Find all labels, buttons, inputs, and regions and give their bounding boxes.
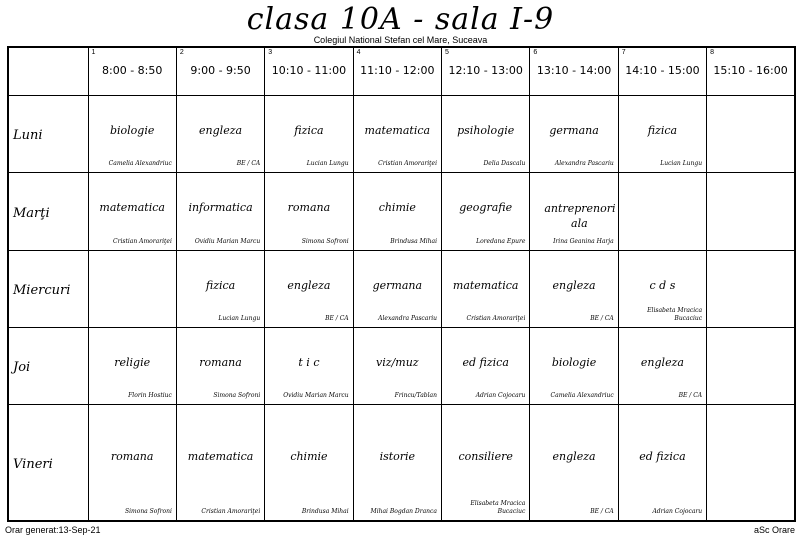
- teacher-name: Florin Hostiuc: [128, 392, 172, 400]
- teacher-name: Cristian Amorariţei: [378, 160, 437, 168]
- subject-name: geografie: [459, 200, 513, 214]
- lesson-cell: [618, 328, 706, 405]
- subject-name: chimie: [290, 449, 328, 463]
- subject-name: istorie: [379, 449, 416, 463]
- subject-name: fizica: [205, 278, 236, 292]
- teacher-name: BE / CA: [236, 160, 261, 168]
- lesson-cell: [176, 250, 264, 327]
- lesson-cell: [88, 405, 176, 521]
- teacher-name: Alexandra Pascariu: [554, 160, 614, 168]
- timetable: [7, 46, 796, 522]
- subject-name: matematica: [364, 123, 431, 137]
- teacher-name: Elisabeta Mracica Bucaciuc: [470, 500, 526, 515]
- lesson-cell: [88, 96, 176, 173]
- lesson-cell: [265, 96, 353, 173]
- teacher-name: BE / CA: [590, 315, 614, 323]
- day-name: Vineri: [13, 456, 53, 472]
- lesson-cell: [88, 328, 176, 405]
- subject-name: ed fizica: [462, 355, 509, 369]
- teacher-name: Elisabeta Mracica Bucaciuc: [647, 307, 703, 323]
- period-number: 5: [445, 49, 449, 56]
- teacher-name: BE / CA: [325, 315, 349, 323]
- day-label-cell: [8, 328, 88, 405]
- subject-name: engleza: [287, 278, 331, 292]
- lesson-cell: [353, 250, 441, 327]
- subject-name: informatica: [188, 200, 253, 214]
- teacher-name: Lucian Lungu: [306, 160, 349, 168]
- period-header: [353, 47, 441, 96]
- teacher-name: Simona Sofroni: [124, 508, 172, 515]
- subject-name: consiliere: [458, 449, 513, 463]
- subject-name: fizica: [294, 123, 324, 137]
- lesson-cell: [265, 405, 353, 521]
- subject-name: engleza: [552, 449, 596, 463]
- subject-name: biologie: [109, 123, 155, 137]
- teacher-name: Camelia Alexandriuc: [108, 160, 172, 168]
- period-header: [618, 47, 706, 96]
- lesson-cell: [707, 96, 795, 173]
- lesson-cell: [442, 405, 530, 521]
- subject-name: romana: [287, 200, 331, 214]
- lesson-cell: [530, 405, 618, 521]
- subject-name: biologie: [551, 355, 597, 369]
- day-row: [8, 328, 795, 405]
- lesson-cell: [618, 405, 706, 521]
- day-row: [8, 173, 795, 250]
- subject-name: matematica: [452, 278, 519, 292]
- teacher-name: Cristian Amorariţei: [201, 508, 261, 515]
- lesson-cell: [176, 328, 264, 405]
- teacher-name: Cristian Amorariţei: [466, 315, 526, 323]
- lesson-cell: [618, 250, 706, 327]
- page-title: clasa 10A - sala I-9: [246, 2, 555, 37]
- lesson-cell: [353, 405, 441, 521]
- teacher-name: Irina Geanina Harja: [553, 237, 614, 245]
- lesson-cell: [265, 328, 353, 405]
- subject-name: germana: [372, 278, 423, 292]
- teacher-name: Simona Sofroni: [301, 237, 349, 245]
- lesson-cell: [265, 173, 353, 250]
- lesson-cell: [176, 96, 264, 173]
- teacher-name: Adrian Cojocaru: [652, 508, 703, 515]
- corner-cell: [8, 47, 88, 96]
- period-header: [442, 47, 530, 96]
- day-name: Joi: [13, 360, 31, 376]
- teacher-name: BE / CA: [590, 508, 614, 515]
- period-header: [176, 47, 264, 96]
- day-name: Luni: [13, 128, 43, 144]
- lesson-cell: [353, 328, 441, 405]
- subject-name: t i c: [298, 355, 320, 369]
- period-number: 4: [356, 49, 361, 56]
- subject-name: chimie: [378, 200, 416, 214]
- teacher-name: Adrian Cojocaru: [475, 392, 526, 400]
- subject-name: fizica: [647, 123, 678, 137]
- day-row: [8, 250, 795, 327]
- period-time: 12:10 - 13:00: [448, 64, 523, 77]
- period-header: [530, 47, 618, 96]
- subject-name: religie: [114, 355, 151, 369]
- teacher-name: Delia Dascalu: [483, 160, 526, 168]
- lesson-cell: [442, 173, 530, 250]
- subject-name: engleza: [199, 123, 243, 137]
- day-name: Miercuri: [13, 282, 71, 298]
- subject-name: germana: [549, 123, 599, 137]
- period-number: 1: [91, 49, 96, 56]
- period-number: 2: [179, 49, 184, 56]
- subject-name: romana: [199, 355, 242, 369]
- period-time: 14:10 - 15:00: [625, 64, 700, 77]
- teacher-name: Ovidiu Marian Marcu: [194, 237, 261, 245]
- teacher-name: Brindusa Mihai: [301, 508, 349, 515]
- subject-name: c d s: [649, 278, 676, 292]
- day-label-cell: [8, 96, 88, 173]
- teacher-name: Frincu/Tablan: [394, 392, 437, 400]
- teacher-name: Cristian Amorariţei: [112, 237, 172, 245]
- teacher-name: Simona Sofroni: [213, 392, 261, 400]
- period-time: 13:10 - 14:00: [536, 64, 612, 77]
- period-time: 11:10 - 12:00: [360, 64, 435, 77]
- software-brand: aSc Orare: [753, 525, 795, 535]
- period-header: [265, 47, 353, 96]
- subject-name: engleza: [552, 278, 596, 292]
- period-number: 3: [268, 49, 273, 56]
- period-header: [88, 47, 176, 96]
- lesson-cell: [442, 250, 530, 327]
- teacher-name: Brindusa Mihai: [390, 237, 437, 245]
- lesson-cell: [176, 173, 264, 250]
- lesson-cell: [707, 405, 795, 521]
- lesson-cell: [88, 173, 176, 250]
- teacher-name: BE / CA: [678, 392, 703, 400]
- subject-name: viz/muz: [376, 355, 419, 369]
- period-header-row: [8, 47, 795, 96]
- period-time: 8:00 - 8:50: [102, 64, 163, 77]
- subject-name: engleza: [640, 355, 684, 369]
- teacher-name: Ovidiu Marian Marcu: [283, 392, 349, 400]
- period-time: 15:10 - 16:00: [713, 64, 788, 77]
- lesson-cell: [353, 173, 441, 250]
- lesson-cell: [707, 173, 795, 250]
- lesson-cell: [442, 96, 530, 173]
- teacher-name: Camelia Alexandriuc: [550, 392, 614, 400]
- lesson-cell: [530, 328, 618, 405]
- lesson-cell: [530, 173, 618, 250]
- lesson-cell: [618, 96, 706, 173]
- teacher-name: Alexandra Pascariu: [378, 315, 437, 323]
- day-label-cell: [8, 405, 88, 521]
- subject-name: ed fizica: [639, 449, 686, 463]
- subject-name: psihologie: [457, 123, 515, 137]
- generated-date: Orar generat:13-Sep-21: [5, 525, 101, 535]
- lesson-cell: [442, 328, 530, 405]
- period-number: 8: [710, 49, 715, 56]
- day-row: [8, 405, 795, 521]
- teacher-name: Mihai Bogdan Dranca: [370, 508, 437, 515]
- lesson-cell: [530, 250, 618, 327]
- teacher-name: Lucian Lungu: [660, 160, 703, 168]
- school-name: Colegiul National Stefan cel Mare, Suceava: [313, 35, 488, 45]
- day-label-cell: [8, 173, 88, 250]
- subject-name: antreprenori ala: [544, 202, 616, 231]
- subject-name: matematica: [99, 200, 165, 214]
- lesson-cell: [176, 405, 264, 521]
- subject-name: matematica: [187, 449, 254, 463]
- period-number: 7: [621, 49, 626, 56]
- teacher-name: Loredana Epure: [476, 237, 526, 245]
- day-row: [8, 96, 795, 173]
- day-label-cell: [8, 250, 88, 327]
- lesson-cell: [530, 96, 618, 173]
- lesson-cell: [353, 96, 441, 173]
- teacher-name: Lucian Lungu: [218, 315, 261, 323]
- lesson-cell: [707, 250, 795, 327]
- period-number: 6: [533, 49, 538, 56]
- lesson-cell: [618, 173, 706, 250]
- lesson-cell: [265, 250, 353, 327]
- subject-name: romana: [110, 449, 154, 463]
- period-time: 9:00 - 9:50: [190, 64, 251, 77]
- lesson-cell: [707, 328, 795, 405]
- period-header: [707, 47, 795, 96]
- period-time: 10:10 - 11:00: [271, 64, 347, 77]
- lesson-cell: [88, 250, 176, 327]
- day-name: Marţi: [13, 205, 50, 221]
